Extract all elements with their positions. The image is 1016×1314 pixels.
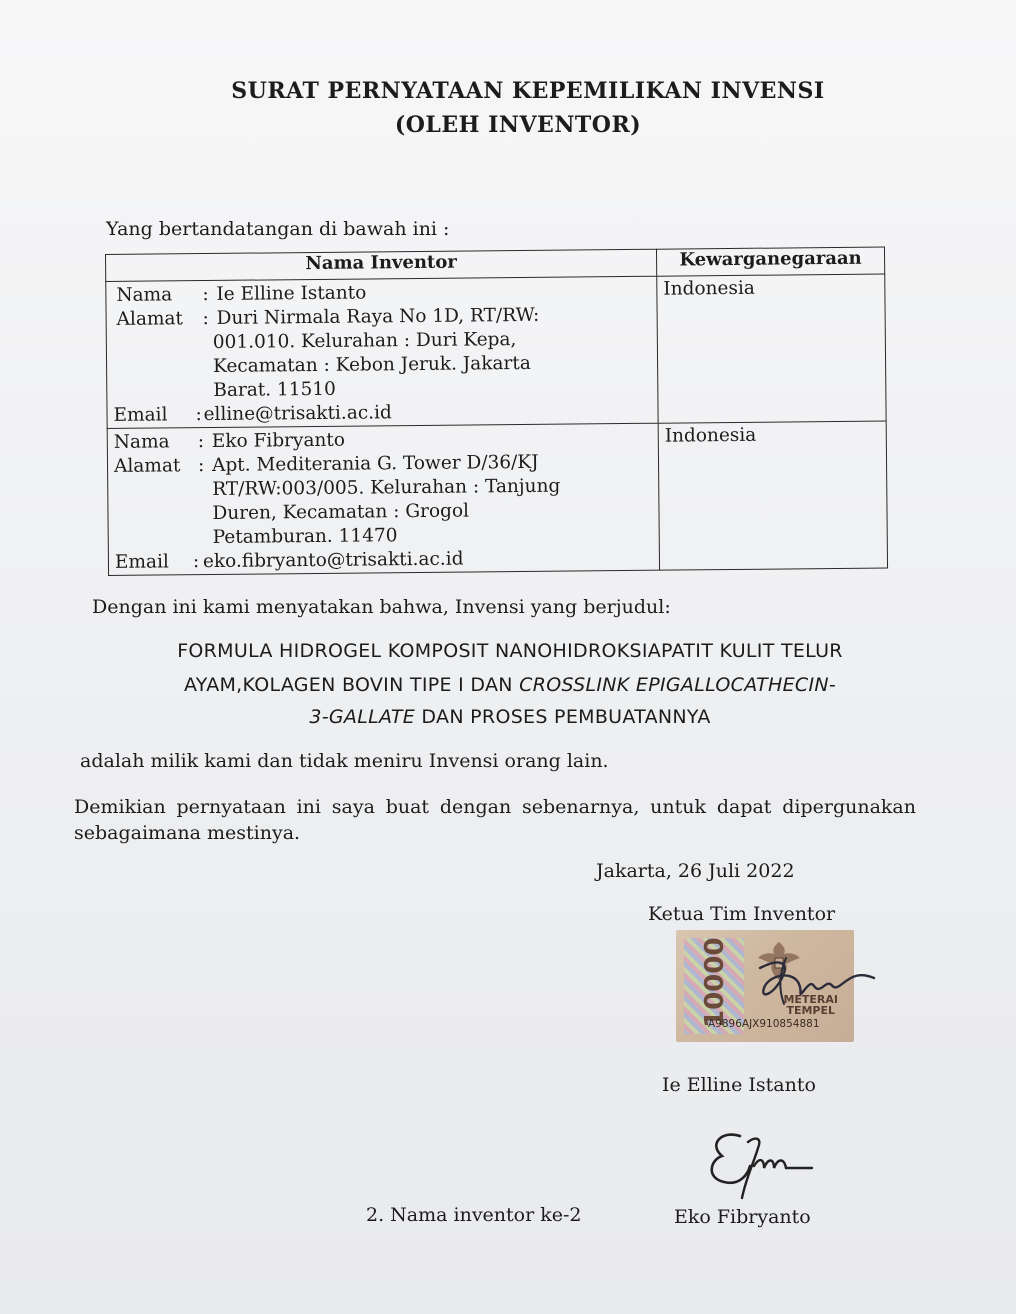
inventor-2-address-line: RT/RW:003/005. Kelurahan : Tanjung bbox=[212, 475, 561, 500]
email-label: Email bbox=[113, 404, 168, 426]
inventor-1-name: Ie Elline Istanto bbox=[216, 282, 367, 305]
inventor-1-address-line: Kecamatan : Kebon Jeruk. Jakarta bbox=[212, 352, 531, 377]
invention-title-line3 bbox=[60, 706, 960, 728]
stamp-value: 10000 bbox=[700, 937, 730, 1028]
stamp-label-line2: TEMPEL bbox=[786, 1004, 835, 1017]
inventor-2-label: 2. Nama inventor ke-2 bbox=[366, 1204, 582, 1226]
signature-2-icon bbox=[700, 1126, 830, 1206]
invention-title-line1: FORMULA HIDROGEL KOMPOSIT NANOHIDROKSIAPATIT KULIT TELUR bbox=[177, 640, 843, 662]
place-date: Jakarta, 26 Juli 2022 bbox=[596, 860, 795, 882]
name-separator: : bbox=[202, 284, 209, 306]
stamp-label-line1: METERAI bbox=[783, 993, 838, 1006]
address-separator: : bbox=[197, 455, 205, 477]
inventor-1-email: elline@trisakti.ac.id bbox=[203, 402, 392, 426]
email-separator: : bbox=[195, 404, 202, 426]
statement-text: Dengan ini kami menyatakan bahwa, Invensi yang berjudul: bbox=[92, 596, 671, 618]
inventor-2-address-line: Apt. Mediterania G. Tower D/36/KJ bbox=[211, 451, 539, 476]
intro-text: Yang bertandatangan di bawah ini : bbox=[106, 218, 450, 240]
invention-title-italic-part: 3-GALLATE bbox=[309, 706, 416, 728]
inventor-1-address-line: Duri Nirmala Raya No 1D, RT/RW: bbox=[216, 304, 540, 329]
closing-text: Demikian pernyataan ini saya buat dengan sebenarnya, untuk dapat dipergunakan sebagaimana mestinya. bbox=[74, 796, 916, 844]
inventor-2-email: eko.fibryanto@trisakti.ac.id bbox=[202, 548, 464, 573]
inventor-2-cell bbox=[107, 423, 659, 575]
invention-title-part: DAN PROSES PEMBUATANNYA bbox=[415, 706, 711, 728]
inventor-1-cell bbox=[106, 276, 658, 428]
signatory-1-name: Ie Elline Istanto bbox=[662, 1074, 816, 1096]
header-inventor-name: Nama Inventor bbox=[106, 249, 657, 281]
inventor-2-address-line: Petamburan. 11470 bbox=[212, 525, 398, 548]
signatory-2-name: Eko Fibryanto bbox=[674, 1206, 811, 1228]
name-label: Nama bbox=[113, 431, 170, 453]
signer-role: Ketua Tim Inventor bbox=[648, 903, 836, 925]
inventor-2-address-line: Duren, Kecamatan : Grogol bbox=[212, 500, 470, 524]
ownership-text: adalah milik kami dan tidak meniru Invensi orang lain. bbox=[80, 750, 609, 772]
inventor-1-address-line: 001.010. Kelurahan : Duri Kepa, bbox=[212, 329, 517, 353]
name-separator: : bbox=[197, 431, 205, 453]
inventor-table bbox=[105, 247, 888, 576]
header-citizenship: Kewarganegaraan bbox=[656, 247, 884, 276]
signature-1-icon bbox=[720, 948, 880, 1018]
address-separator: : bbox=[202, 308, 209, 330]
inventor-1-address-line: Barat. 11510 bbox=[213, 378, 336, 401]
document-title: SURAT PERNYATAAN KEPEMILIKAN INVENSI bbox=[231, 78, 825, 104]
email-label: Email bbox=[114, 551, 169, 573]
inventor-2-citizenship: Indonesia bbox=[658, 421, 887, 570]
email-separator: : bbox=[192, 551, 200, 573]
address-label: Alamat bbox=[113, 455, 181, 477]
table-row bbox=[106, 274, 886, 428]
invention-title-part: AYAM,KOLAGEN BOVIN TIPE I DAN bbox=[183, 674, 520, 696]
invention-title-line2 bbox=[60, 674, 960, 696]
table-row bbox=[107, 421, 887, 575]
inventor-2-name: Eko Fibryanto bbox=[211, 429, 346, 452]
invention-title-italic-part: CROSSLINK EPIGALLOCATHECIN- bbox=[519, 674, 837, 696]
stamp-serial: A9896AJX910854881 bbox=[708, 1018, 820, 1030]
name-label: Nama bbox=[116, 284, 173, 306]
inventor-1-citizenship: Indonesia bbox=[657, 274, 886, 423]
address-label: Alamat bbox=[116, 308, 184, 330]
document-subtitle: (OLEH INVENTOR) bbox=[394, 112, 642, 138]
